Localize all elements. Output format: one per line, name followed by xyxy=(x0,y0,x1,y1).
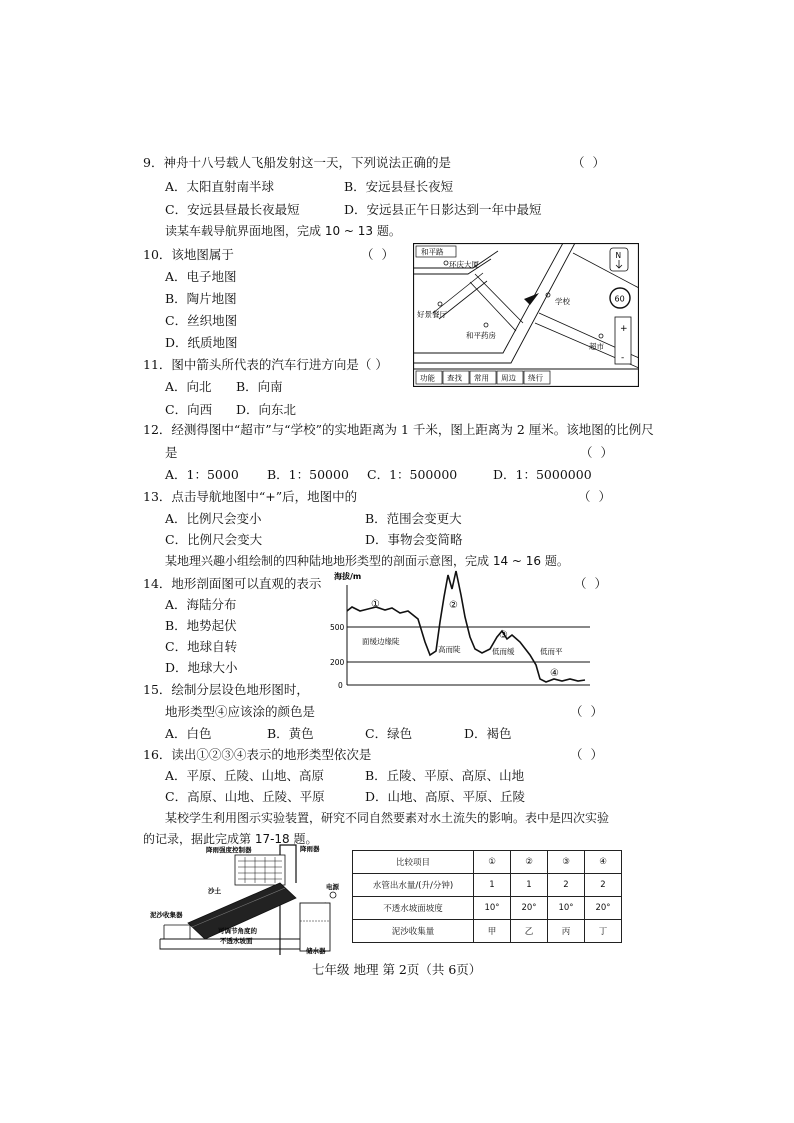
q14-bracket: （ ） xyxy=(574,576,609,591)
q12-option-a: A．1：5000 xyxy=(165,467,239,482)
table-cell: 1 xyxy=(474,874,511,897)
q10-bracket: （ ） xyxy=(361,247,396,262)
q16-stem: 16．读出①②③④表示的地形类型依次是 xyxy=(143,747,372,762)
q11-stem: 11．图中箭头所代表的汽车行进方向是（ ） xyxy=(143,357,388,372)
q15-option-b: B．黄色 xyxy=(267,726,314,741)
table-cell: 水管出水量/(升/分钟) xyxy=(353,874,474,897)
zoom-out-button[interactable]: - xyxy=(621,353,625,363)
q10-option-c: C．丝织地图 xyxy=(165,313,238,328)
table-cell: 丙 xyxy=(548,920,585,943)
navigation-map xyxy=(413,243,639,387)
q13-option-c: C．比例尺会变大 xyxy=(165,532,263,547)
q14-option-c: C．地球自转 xyxy=(165,639,238,654)
q14-option-d: D．地球大小 xyxy=(165,660,238,675)
q11-option-a: A．向北 xyxy=(165,379,212,394)
q13-stem: 13．点击导航地图中“+”后，地图中的 xyxy=(143,489,358,504)
profile-label-mountain: 高而陡 xyxy=(438,645,461,654)
q15-stem-cont: 地形类型④应该涂的颜色是 xyxy=(165,704,316,719)
q10-option-a: A．电子地图 xyxy=(165,269,237,284)
q10-stem: 10．该地图属于 xyxy=(143,247,234,262)
q11-option-c: C．向西 xyxy=(165,402,213,417)
q9-option-b: B．安远县昼长夜短 xyxy=(344,179,454,194)
q15-option-a: A．白色 xyxy=(165,726,212,741)
q15-option-c: C．绿色 xyxy=(365,726,413,741)
profile-mark-4: ④ xyxy=(550,668,559,679)
q15-option-d: D．褐色 xyxy=(464,726,512,741)
table-cell: 不透水坡面坡度 xyxy=(353,897,474,920)
q11-option-d: D．向东北 xyxy=(236,402,297,417)
poi-haojing-restaurant: 好景餐厅 xyxy=(417,310,447,319)
table-cell: 甲 xyxy=(474,920,511,943)
profile-tick-200: 200 xyxy=(330,658,345,667)
q12-option-d: D．1：5000000 xyxy=(493,467,592,482)
q13-option-d: D．事物会变简略 xyxy=(365,532,463,547)
label-sand: 沙土 xyxy=(208,887,221,895)
q16-option-a: A．平原、丘陵、山地、高原 xyxy=(165,768,325,783)
table-cell: 丁 xyxy=(585,920,622,943)
q9-option-a: A．太阳直射南半球 xyxy=(165,179,275,194)
q11-option-b: B．向南 xyxy=(236,379,283,394)
q9-stem: 9．神舟十八号载人飞船发射这一天，下列说法正确的是 xyxy=(143,155,451,170)
table-row xyxy=(353,874,622,897)
label-sprinkler: 降雨器 xyxy=(300,845,320,853)
q15-bracket: （ ） xyxy=(570,704,605,719)
page-footer: 七年级 地理 第 2页（共 6页） xyxy=(312,962,482,977)
table-cell: 20° xyxy=(511,897,548,920)
terrain-profile-diagram xyxy=(330,567,592,692)
label-sediment-collector: 泥沙收集器 xyxy=(150,911,183,919)
label-adjustable-angle: 可调节角度的 xyxy=(218,927,257,935)
q9-option-d: D．安远县正午日影达到一年中最短 xyxy=(344,202,542,217)
intro-17-18-line2: 的记录，据此完成第 17-18 题。 xyxy=(143,832,318,846)
table-header-cell: 比较项目 xyxy=(353,851,474,874)
q12-stem: 12．经测得图中“超市”与“学校”的实地距离为 1 千米，图上距离为 2 厘米。该地图的比例尺 xyxy=(143,422,654,437)
table-header-cell: ③ xyxy=(548,851,585,874)
q14-option-a: A．海陆分布 xyxy=(165,597,237,612)
compass-north-label: N xyxy=(615,251,622,260)
table-row xyxy=(353,920,622,943)
table-row xyxy=(353,897,622,920)
q16-option-b: B．丘陵、平原、高原、山地 xyxy=(365,768,525,783)
table-cell: 10° xyxy=(548,897,585,920)
table-cell: 1 xyxy=(511,874,548,897)
menu-label-search: 查找 xyxy=(447,373,462,383)
q9-option-c: C．安远县昼最长夜最短 xyxy=(165,202,300,217)
q13-bracket: （ ） xyxy=(578,489,613,504)
profile-mark-2: ② xyxy=(449,600,458,611)
table-header-cell: ② xyxy=(511,851,548,874)
speed-limit-value: 60 xyxy=(614,294,625,304)
table-cell: 10° xyxy=(474,897,511,920)
q9-bracket: （ ） xyxy=(572,155,607,170)
label-power: 电源 xyxy=(326,883,339,891)
profile-tick-0: 0 xyxy=(338,681,343,690)
q16-option-c: C．高原、山地、丘陵、平原 xyxy=(165,789,325,804)
experiment-apparatus-diagram xyxy=(150,843,346,955)
menu-label-function: 功能 xyxy=(420,373,435,383)
table-cell: 2 xyxy=(548,874,585,897)
q10-option-b: B．陶片地图 xyxy=(165,291,237,306)
profile-mark-3: ③ xyxy=(499,630,508,641)
q12-stem-cont: 是 xyxy=(165,445,178,460)
profile-tick-500: 500 xyxy=(330,623,345,632)
label-impermeable-slope: 不透水坡面 xyxy=(220,937,253,945)
table-cell: 2 xyxy=(585,874,622,897)
menu-label-nearby: 周边 xyxy=(501,373,516,383)
label-rain-controller: 降雨强度控制器 xyxy=(206,846,252,854)
profile-label-hill: 低而缓 xyxy=(492,647,515,656)
q15-stem: 15．绘制分层设色地形图时， xyxy=(143,682,309,697)
poi-huanqing-building: 环庆大厦 xyxy=(449,260,479,269)
intro-10-13: 读某车载导航界面地图，完成 10 ~ 13 题。 xyxy=(165,224,401,238)
q13-option-a: A．比例尺会变小 xyxy=(165,511,262,526)
table-header-row xyxy=(353,851,622,874)
table-header-cell: ① xyxy=(474,851,511,874)
poi-supermarket: 超市 xyxy=(589,342,604,351)
road-name-label: 和平路 xyxy=(421,247,444,257)
q12-option-c: C．1：500000 xyxy=(367,467,458,482)
profile-label-plateau: 面缓边缘陡 xyxy=(362,637,400,646)
q16-bracket: （ ） xyxy=(570,747,605,762)
poi-school: 学校 xyxy=(555,297,570,306)
profile-terrain-line xyxy=(347,571,585,682)
zoom-in-button[interactable]: + xyxy=(620,324,628,334)
intro-17-18-line1: 某校学生利用图示实验装置，研究不同自然要素对水土流失的影响。表中是四次实验 xyxy=(165,811,610,825)
poi-heping-pharmacy: 和平药房 xyxy=(466,331,496,340)
q10-option-d: D．纸质地图 xyxy=(165,335,238,350)
table-cell: 泥沙收集量 xyxy=(353,920,474,943)
q13-option-b: B．范围会变更大 xyxy=(365,511,462,526)
profile-label-plain: 低而平 xyxy=(540,647,563,656)
table-cell: 乙 xyxy=(511,920,548,943)
profile-mark-1: ① xyxy=(371,599,380,610)
q12-bracket: （ ） xyxy=(580,445,615,460)
profile-y-axis-label: 海拔/m xyxy=(334,572,362,581)
menu-label-common: 常用 xyxy=(474,373,489,383)
table-cell: 20° xyxy=(585,897,622,920)
label-water-tank: 储水器 xyxy=(306,947,326,955)
q16-option-d: D．山地、高原、平原、丘陵 xyxy=(365,789,526,804)
menu-label-detour: 绕行 xyxy=(528,373,543,383)
intro-14-16: 某地理兴趣小组绘制的四种陆地地形类型的剖面示意图，完成 14 ~ 16 题。 xyxy=(165,554,569,568)
power-plug-icon xyxy=(330,892,336,898)
experiment-record-table xyxy=(352,850,622,943)
q12-option-b: B．1：50000 xyxy=(267,467,349,482)
table-header-cell: ④ xyxy=(585,851,622,874)
q14-option-b: B．地势起伏 xyxy=(165,618,237,633)
q14-stem: 14．地形剖面图可以直观的表示 xyxy=(143,576,322,591)
